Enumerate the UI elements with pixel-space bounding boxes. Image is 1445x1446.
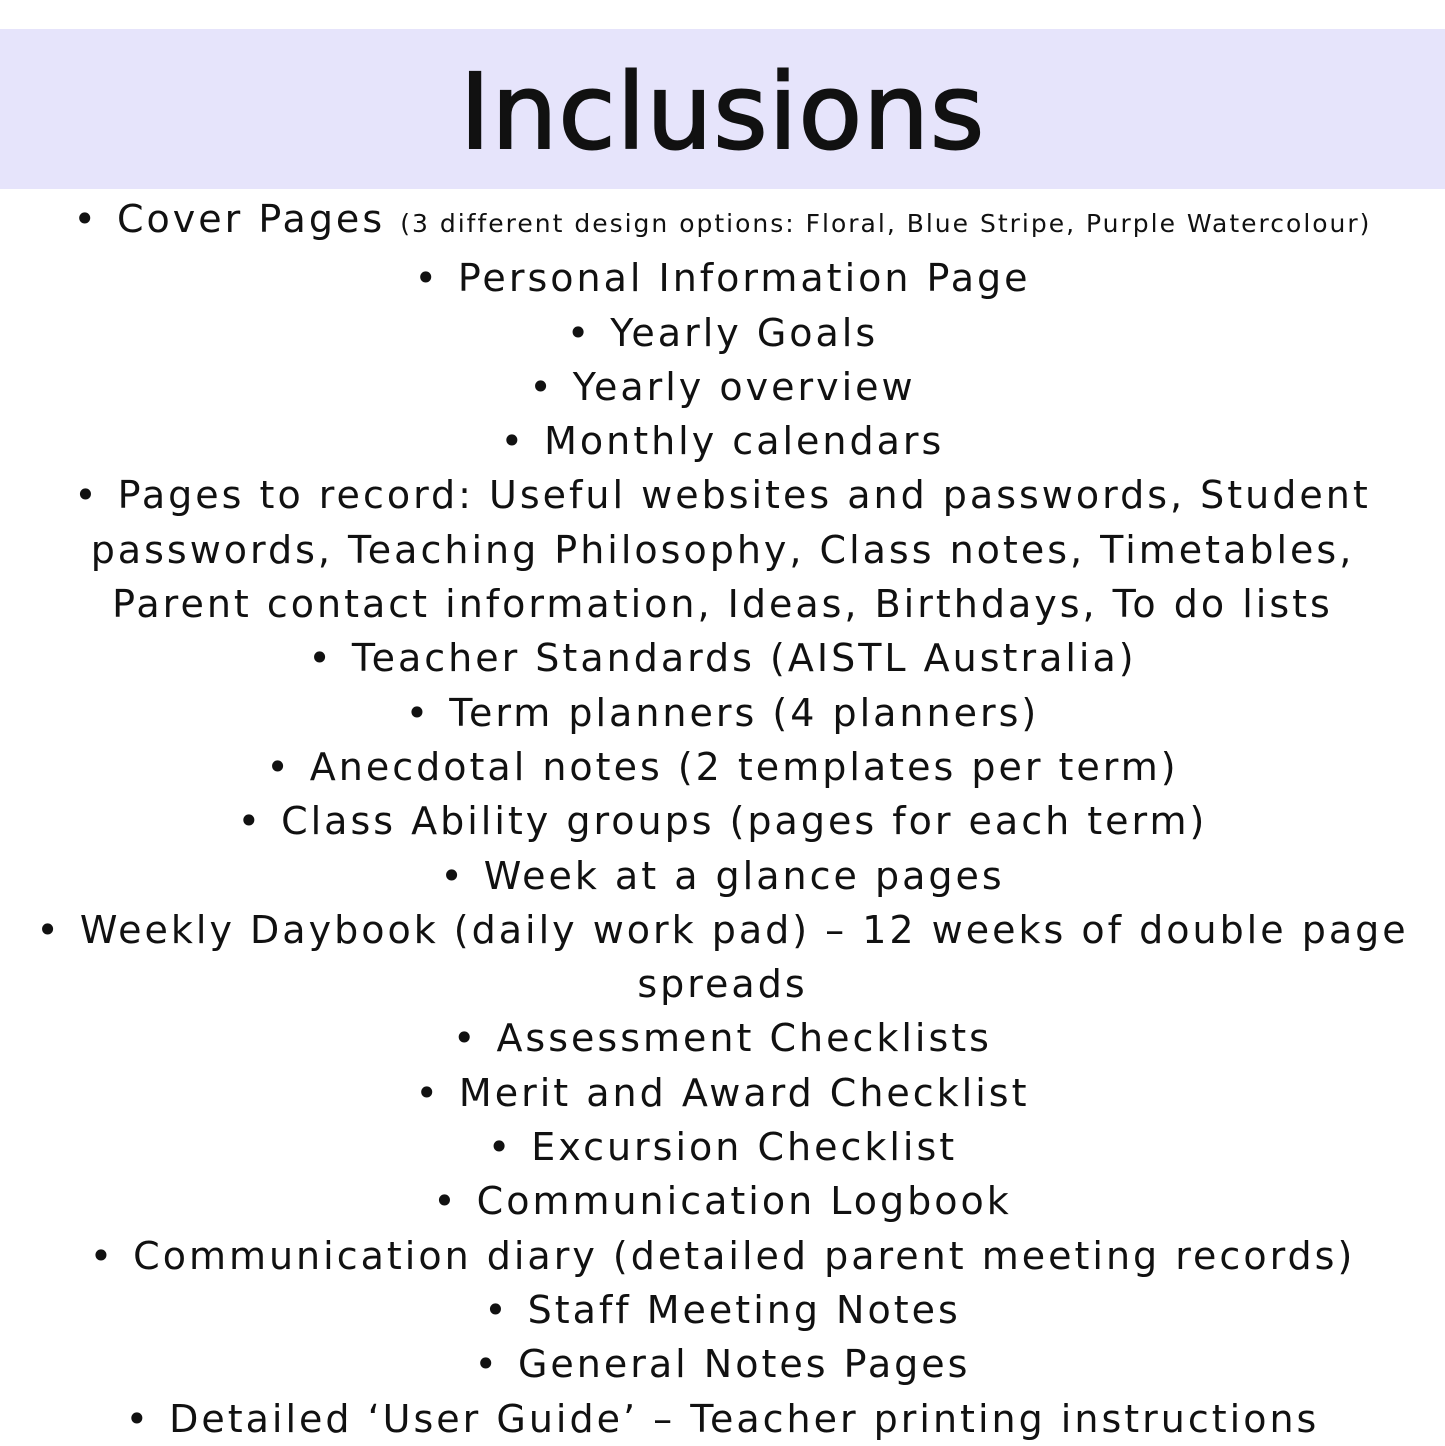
list-item <box>0 192 1445 251</box>
list-item-text: Excursion Checklist <box>531 1125 958 1170</box>
list-item <box>0 1283 1445 1337</box>
list-item-text: Pages to record: Useful websites and passwords, Student passwords, Teaching Philosophy, Class notes, Timetables, Parent contact information, Ideas, Birthdays, To do lists <box>90 473 1371 627</box>
list-item-text: Class Ability groups (pages for each term) <box>281 799 1208 844</box>
list-item <box>0 360 1445 414</box>
bullet-icon: • <box>453 1016 479 1061</box>
list-item-text: Week at a glance pages <box>483 853 1005 898</box>
list-item <box>0 631 1445 685</box>
list-item <box>0 1229 1445 1283</box>
bullet-icon: • <box>405 690 432 735</box>
list-item <box>0 686 1445 740</box>
bullet-icon: • <box>266 744 292 789</box>
list-item-text: Yearly overview <box>572 364 916 409</box>
list-item <box>0 849 1445 903</box>
list-item <box>0 903 1445 1012</box>
list-item-text: Cover Pages <box>116 197 386 241</box>
bullet-icon: • <box>415 1070 441 1115</box>
list-item-text: General Notes Pages <box>517 1342 971 1387</box>
bullet-icon: • <box>89 1233 116 1278</box>
list-item <box>0 1337 1445 1391</box>
list-item <box>0 251 1445 305</box>
list-item <box>0 1066 1445 1120</box>
bullet-icon: • <box>73 197 99 241</box>
bullet-icon: • <box>308 636 334 681</box>
list-item-text: Yearly Goals <box>610 310 879 355</box>
list-item <box>0 468 1445 631</box>
page-title: Inclusions <box>459 51 986 173</box>
list-item-text: Term planners (4 planners) <box>449 690 1040 735</box>
list-item-text: Staff Meeting Notes <box>527 1287 961 1332</box>
list-item-text: Communication Logbook <box>476 1179 1012 1224</box>
bullet-icon: • <box>566 310 593 355</box>
list-item-text: Weekly Daybook (daily work pad) – 12 weeks of double page spreads <box>79 907 1409 1007</box>
list-item-text: Detailed ‘User Guide’ – Teacher printing instructions <box>169 1396 1320 1441</box>
list-item-text: Teacher Standards (AISTL Australia) <box>351 636 1137 681</box>
list-item-text: Personal Information Page <box>457 256 1031 301</box>
list-item-text: Merit and Award Checklist <box>458 1070 1030 1115</box>
list-item <box>0 414 1445 468</box>
list-item-note: (3 different design options: Floral, Blue Stripe, Purple Watercolour) <box>400 209 1372 238</box>
list-item-text: Monthly calendars <box>544 419 945 464</box>
list-item-text: Communication diary (detailed parent meeting records) <box>133 1233 1356 1278</box>
bullet-icon: • <box>125 1396 152 1441</box>
list-item <box>0 306 1445 360</box>
list-item <box>0 1174 1445 1228</box>
bullet-icon: • <box>414 256 440 301</box>
bullet-icon: • <box>487 1125 514 1170</box>
list-item <box>0 1392 1445 1446</box>
bullet-icon: • <box>474 1342 500 1387</box>
inclusions-list <box>0 192 1445 1446</box>
bullet-icon: • <box>484 1287 510 1332</box>
bullet-icon: • <box>500 419 527 464</box>
header-band <box>0 29 1445 189</box>
bullet-icon: • <box>440 853 466 898</box>
list-item-text: Anecdotal notes (2 templates per term) <box>309 744 1179 789</box>
list-item <box>0 794 1445 848</box>
list-item <box>0 740 1445 794</box>
bullet-icon: • <box>237 799 264 844</box>
list-item <box>0 1120 1445 1174</box>
list-item <box>0 1011 1445 1065</box>
bullet-icon: • <box>529 364 555 409</box>
bullet-icon: • <box>433 1179 459 1224</box>
list-item-text: Assessment Checklists <box>496 1016 992 1061</box>
bullet-icon: • <box>36 907 62 952</box>
bullet-icon: • <box>74 473 100 518</box>
